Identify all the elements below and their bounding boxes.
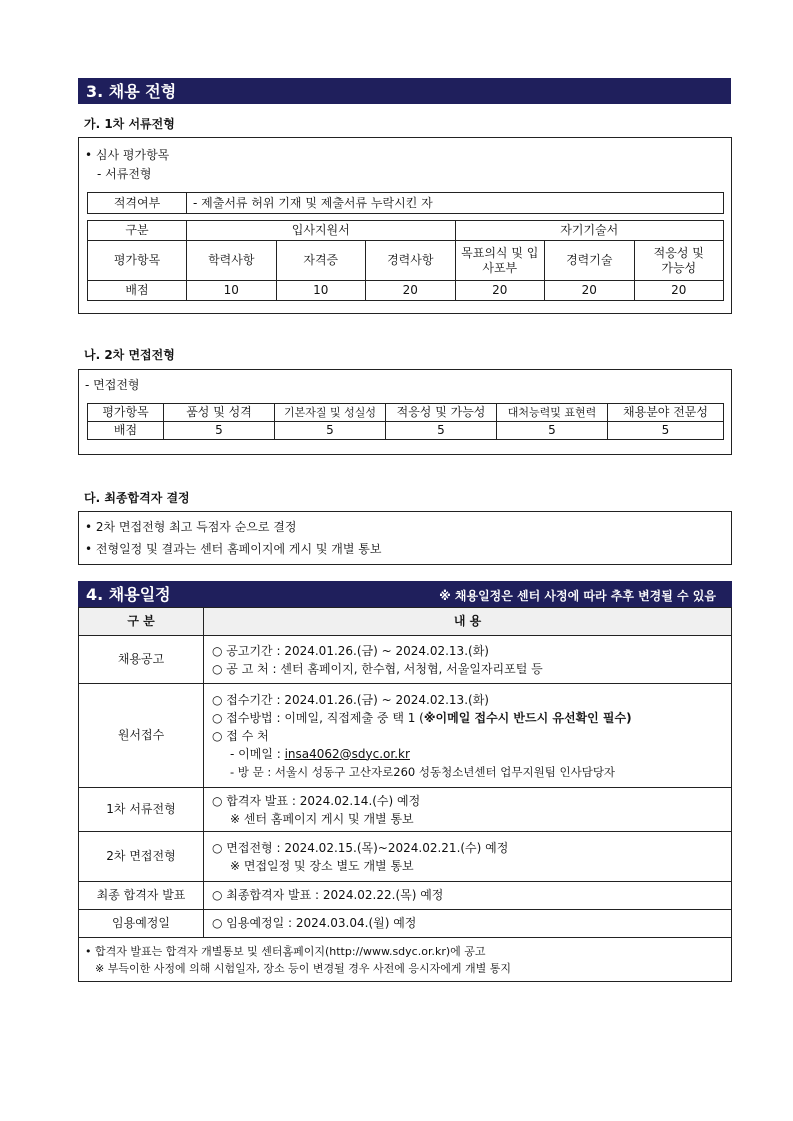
score-cell: 20 — [545, 281, 635, 301]
row-label: 채용공고 — [79, 636, 204, 684]
row-content: ○ 합격자 발표 : 2024.02.14.(수) 예정 ※ 센터 홈페이지 게시 및 개별 통보 — [204, 788, 732, 832]
schedule-table — [78, 607, 732, 982]
document-screening-label: - 서류전형 — [97, 167, 152, 181]
row-content: ○ 면접전형 : 2024.02.15.(목)~2024.02.21.(수) 예정 ※ 면접일정 및 장소 별도 개별 통보 — [204, 832, 732, 882]
category-header: 구분 — [88, 221, 187, 241]
final-decision-line: • 2차 면접전형 최고 득점자 순으로 결정 — [85, 520, 297, 534]
item-adaptability: 적응성 및 가능성 — [386, 404, 497, 422]
score-cell: 5 — [275, 422, 386, 440]
interview-evaluation-table — [87, 403, 724, 440]
subsection-a-heading: 가. 1차 서류전형 — [84, 117, 175, 131]
item-adaptability: 적응성 및 가능성 — [634, 241, 724, 281]
score-cell: 10 — [276, 281, 366, 301]
item-career-description: 경력기술 — [545, 241, 635, 281]
qualification-label: 적격여부 — [88, 193, 187, 214]
interview-label: - 면접전형 — [85, 378, 140, 392]
row-content: ○ 최종합격자 발표 : 2024.02.22.(목) 예정 — [204, 882, 732, 910]
final-decision-line: • 전형일정 및 결과는 센터 홈페이지에 게시 및 개별 통보 — [85, 542, 382, 556]
self-description-header: 자기기술서 — [455, 221, 724, 241]
qualification-table — [87, 192, 724, 214]
item-education: 학력사항 — [187, 241, 277, 281]
row-content: ○ 임용예정일 : 2024.03.04.(월) 예정 — [204, 910, 732, 938]
item-basic-quality: 기본자질 및 성실성 — [275, 404, 386, 422]
application-form-header: 입사지원서 — [187, 221, 456, 241]
item-character: 품성 및 성격 — [164, 404, 275, 422]
score-cell: 5 — [386, 422, 497, 440]
score-cell: 5 — [608, 422, 724, 440]
row-label: 원서접수 — [79, 684, 204, 788]
score-label: 배점 — [88, 422, 164, 440]
item-goal: 목표의식 및 입사포부 — [455, 241, 545, 281]
document-evaluation-table — [87, 220, 724, 301]
row-label: 임용예정일 — [79, 910, 204, 938]
content-header: 내 용 — [204, 608, 732, 636]
subsection-c-heading: 다. 최종합격자 결정 — [84, 491, 190, 505]
item-expertise: 채용분야 전문성 — [608, 404, 724, 422]
evaluation-item-label: 평가항목 — [88, 404, 164, 422]
evaluation-items-bullet: • 심사 평가항목 — [85, 148, 170, 162]
item-certificate: 자격증 — [276, 241, 366, 281]
score-cell: 5 — [497, 422, 608, 440]
interview-box — [78, 369, 732, 455]
item-coping: 대처능력및 표현력 — [497, 404, 608, 422]
final-decision-box — [78, 511, 732, 565]
score-cell: 5 — [164, 422, 275, 440]
footer-note: • 합격자 발표는 합격자 개별통보 및 센터홈페이지(http://www.sdyc.or.kr)에 공고 ※ 부득이한 사정에 의해 시험일자, 장소 등이 변경될 경우 사전에 응시자에게 개별 통지 — [79, 938, 732, 982]
row-content: ○ 공고기간 : 2024.01.26.(금) ~ 2024.02.13.(화) ○ 공 고 처 : 센터 홈페이지, 한수협, 서청협, 서울일자리포털 등 — [204, 636, 732, 684]
item-career: 경력사항 — [366, 241, 456, 281]
category-header: 구 분 — [79, 608, 204, 636]
email-link[interactable]: insa4062@sdyc.or.kr — [284, 746, 410, 761]
row-label: 최종 합격자 발표 — [79, 882, 204, 910]
score-cell: 20 — [366, 281, 456, 301]
subsection-b-heading: 나. 2차 면접전형 — [84, 348, 175, 362]
score-cell: 20 — [634, 281, 724, 301]
qualification-value: - 제출서류 허위 기재 및 제출서류 누락시킨 자 — [187, 193, 724, 214]
row-label: 2차 면접전형 — [79, 832, 204, 882]
section3-header — [78, 78, 731, 104]
score-label: 배점 — [88, 281, 187, 301]
row-content: ○ 접수기간 : 2024.01.26.(금) ~ 2024.02.13.(화) ○ 접수방법 : 이메일, 직접제출 중 택 1 (※이메일 접수시 반드시 유선확인 필수) ○ 접 수 처 - 이메일 : insa4062@sdyc.or.kr - 방 문 : 서울시 성동구 고산자로260 성동청소년센터 업무지원팀 인사담당자 — [204, 684, 732, 788]
row-label: 1차 서류전형 — [79, 788, 204, 832]
section3-title: 3. 채용 전형 — [86, 82, 177, 101]
section4-title: 4. 채용일정 — [86, 585, 171, 604]
score-cell: 10 — [187, 281, 277, 301]
schedule-notice: ※ 채용일정은 센터 사정에 따라 추후 변경될 수 있음 — [439, 589, 716, 603]
document-screening-box — [78, 137, 732, 314]
evaluation-item-label: 평가항목 — [88, 241, 187, 281]
score-cell: 20 — [455, 281, 545, 301]
section4-header — [78, 581, 732, 607]
